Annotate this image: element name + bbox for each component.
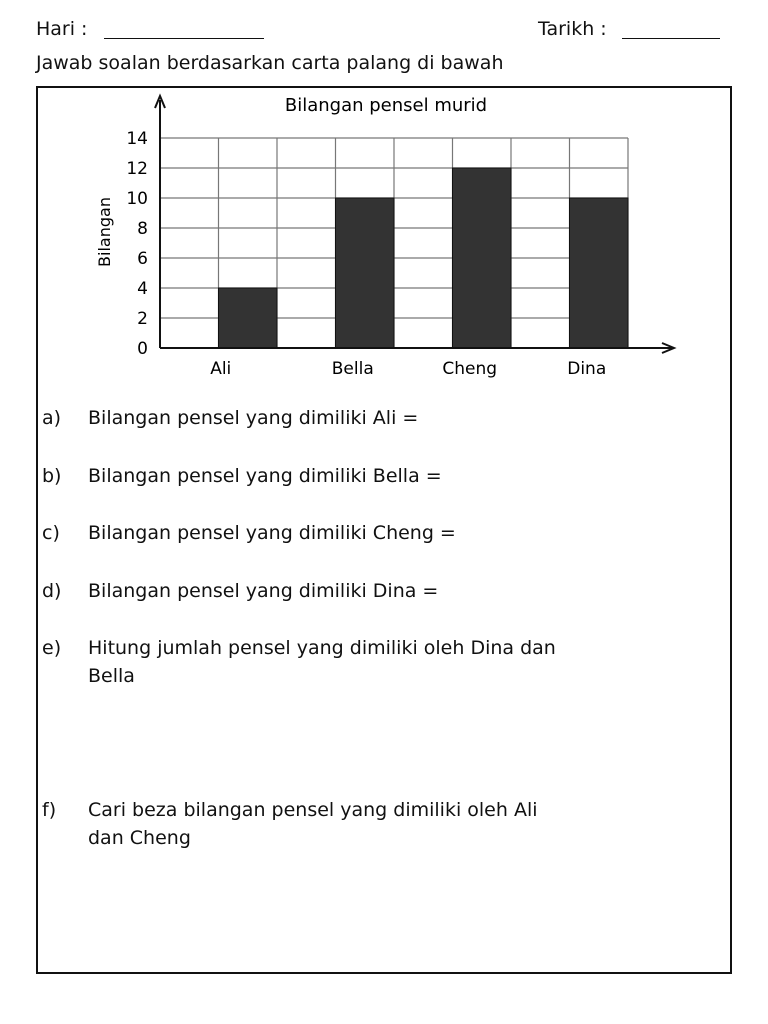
x-tick-label-dina: Dina [567,359,607,379]
chart-title: Bilangan pensel murid [284,95,488,116]
x-tick-label-cheng: Cheng [442,359,498,379]
question-e-label: e) [42,637,62,659]
bar-ali [219,288,278,348]
bar-bella [336,198,395,348]
y-tick-label-4: 4 [137,279,148,299]
bar-dina [570,198,629,348]
question-c-label: c) [42,522,60,544]
bar-cheng [453,168,512,348]
question-f-label: f) [42,799,57,821]
tarikh-label: Tarikh : [538,18,607,40]
y-tick-label-0: 0 [137,339,148,359]
y-tick-label-10: 10 [126,189,148,209]
question-b-label: b) [42,465,62,487]
y-tick-label-14: 14 [126,129,148,149]
y-tick-label-2: 2 [137,309,148,329]
question-a-label: a) [42,407,62,429]
x-tick-label-bella: Bella [331,359,374,379]
question-c-text: Bilangan pensel yang dimiliki Cheng = [88,522,456,544]
question-b-text: Bilangan pensel yang dimiliki Bella = [88,465,442,487]
question-f-text: Cari beza bilangan pensel yang dimiliki oleh Ali dan Cheng [88,799,538,849]
y-tick-label-8: 8 [137,219,148,239]
bar-chart [0,0,768,400]
question-e-text: Hitung jumlah pensel yang dimiliki oleh Dina dan Bella [88,637,556,687]
question-a-text: Bilangan pensel yang dimiliki Ali = [88,407,419,429]
question-d-label: d) [42,580,62,602]
y-axis-label: Bilangan [95,197,114,267]
y-tick-label-12: 12 [126,159,148,179]
question-d-text: Bilangan pensel yang dimiliki Dina = [88,580,439,602]
hari-label: Hari : [36,18,88,40]
y-tick-label-6: 6 [137,249,148,269]
x-tick-label-ali: Ali [210,359,232,379]
instruction-text: Jawab soalan berdasarkan carta palang di bawah [36,52,504,74]
